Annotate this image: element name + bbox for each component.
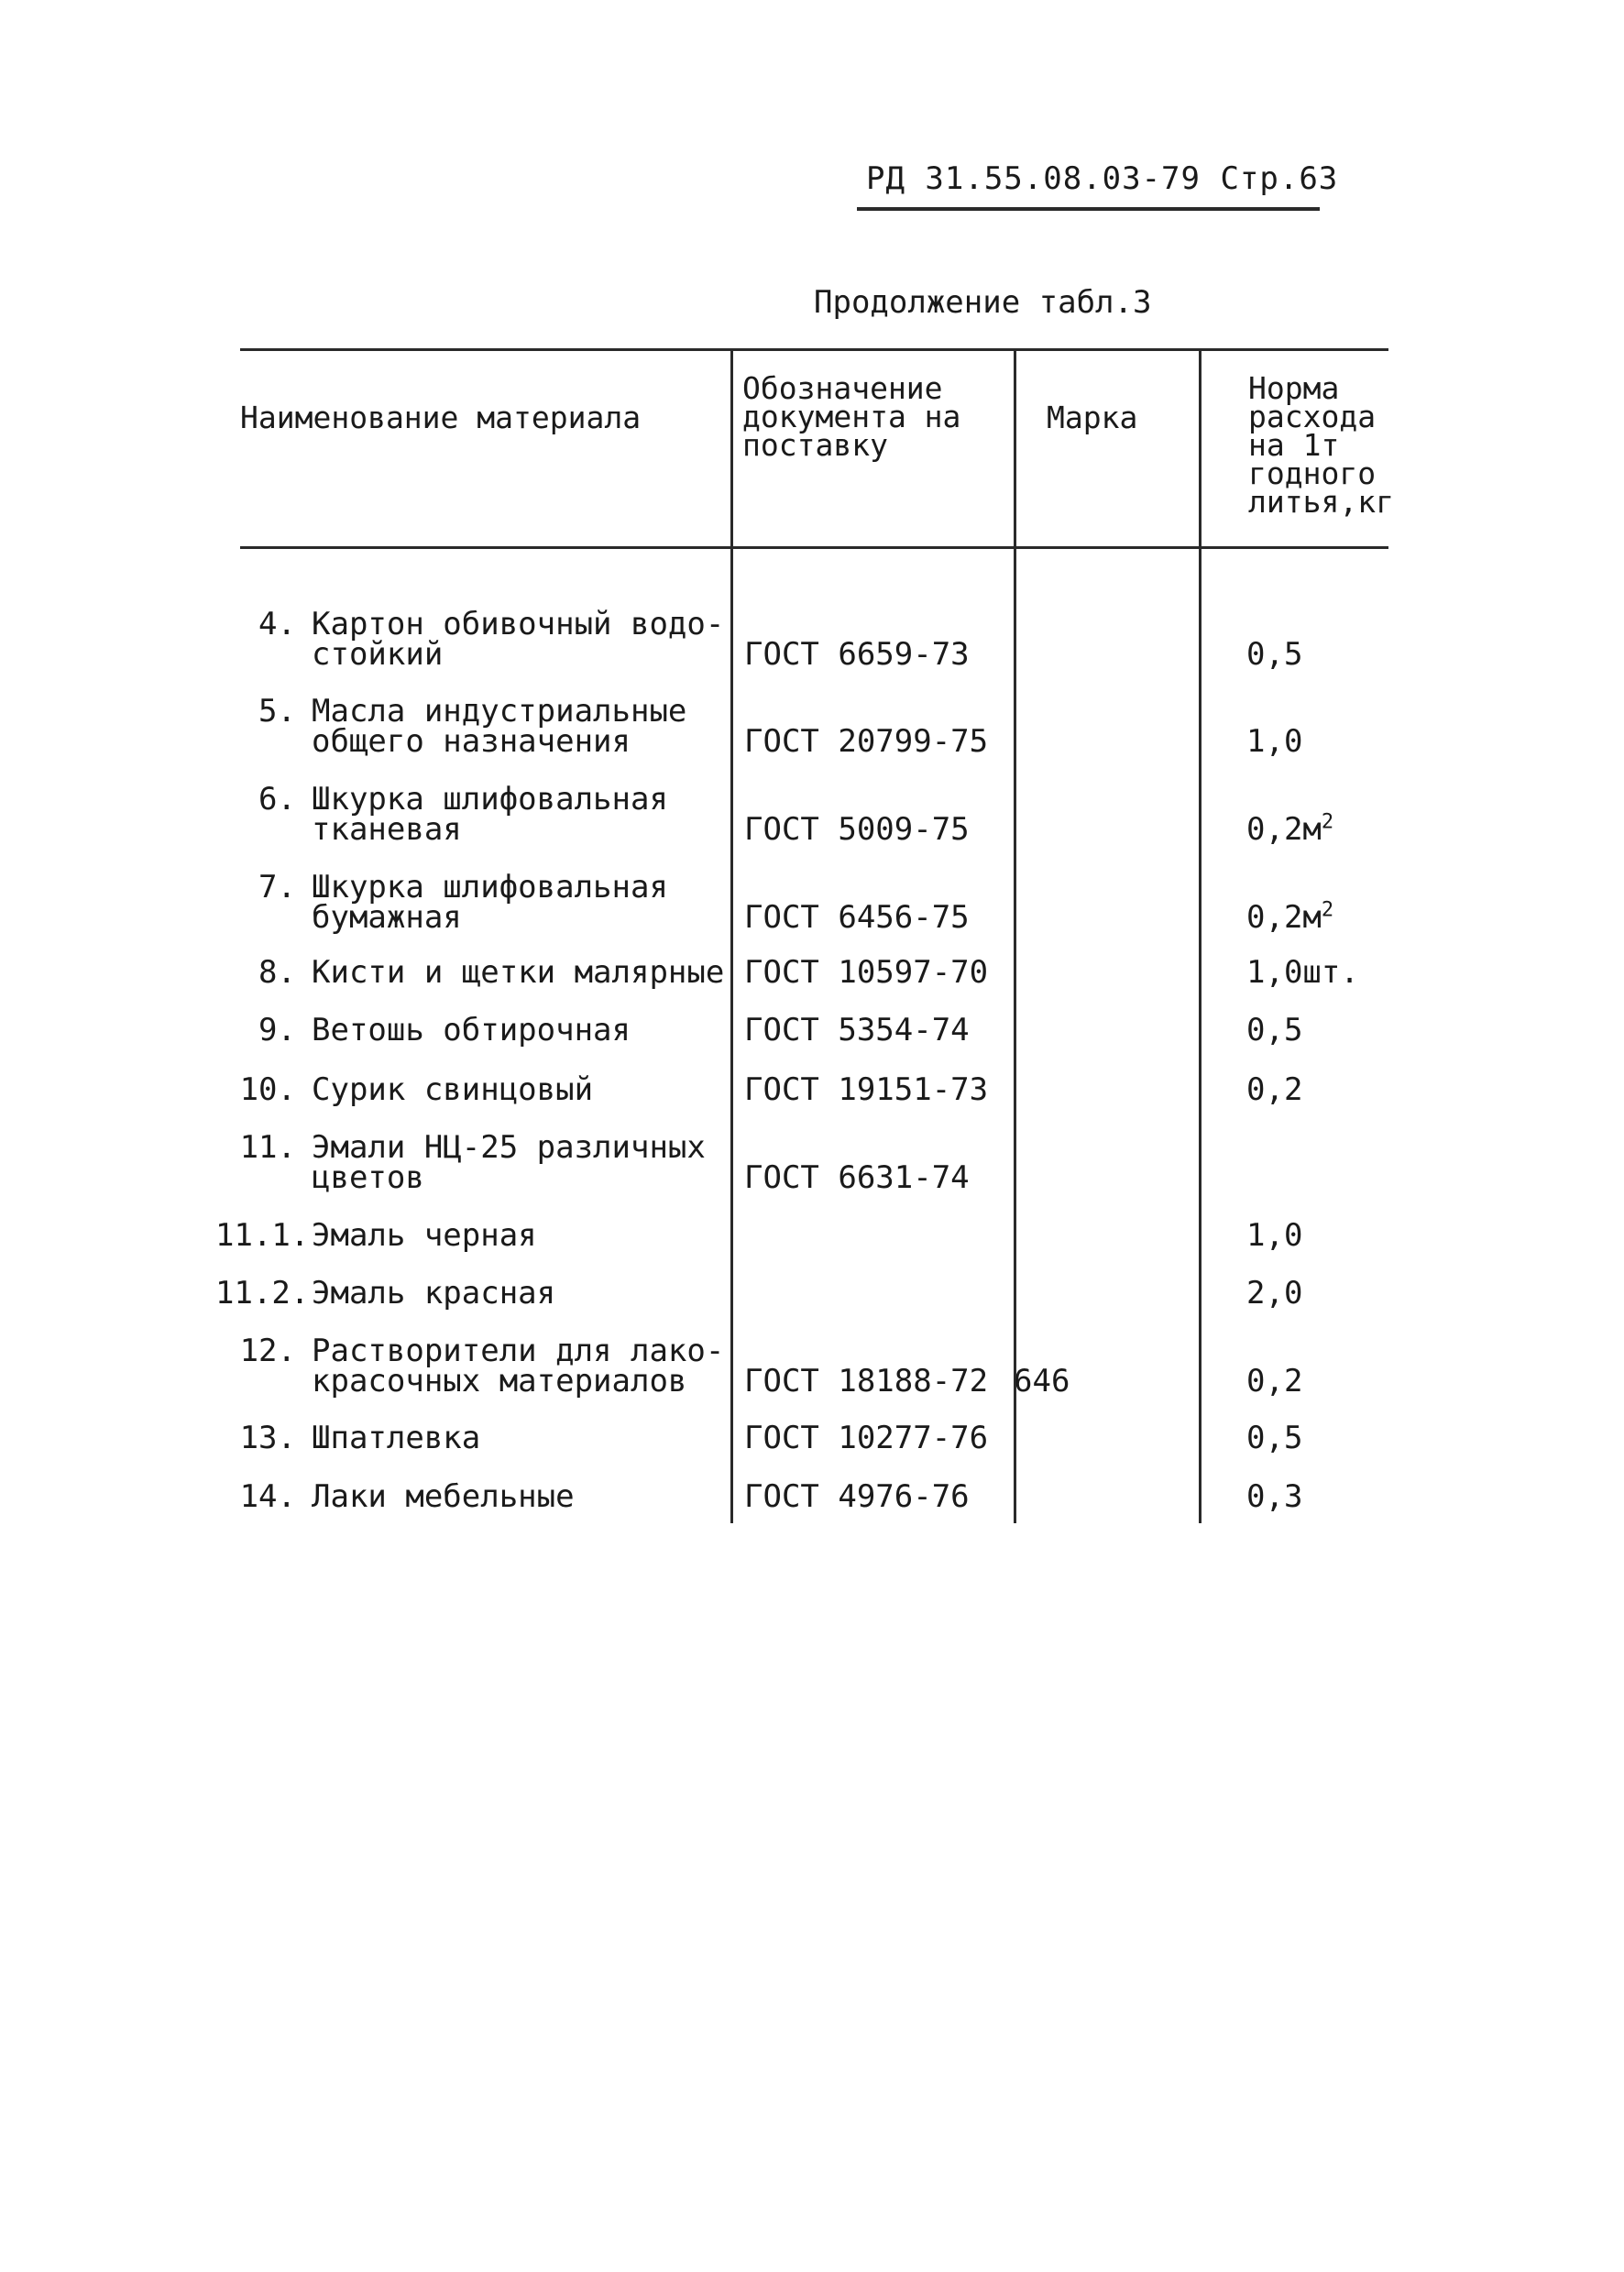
material-name-line: цветов	[312, 1159, 424, 1196]
material-name-line: Кисти и щетки малярные	[312, 954, 725, 991]
norm-cell: 0,5	[1246, 636, 1303, 673]
row-number: 11.	[239, 1129, 296, 1166]
material-name-line: Растворители для лако-	[312, 1333, 725, 1369]
header-norm: Норма расхода на 1т годного литья,кг	[1248, 370, 1394, 520]
norm-cell: $0,2м^2$	[1246, 810, 1334, 848]
row-number: 8.	[258, 954, 296, 991]
norm-superscript: 2	[1321, 810, 1334, 834]
mark-cell: 646	[1014, 1363, 1070, 1399]
material-name-line: Эмаль черная	[312, 1217, 537, 1254]
material-name-line: стойкий	[312, 636, 444, 673]
table-header-rule	[240, 546, 1388, 549]
row-number: 12.	[239, 1333, 296, 1369]
norm-cell: 0,5	[1246, 1420, 1303, 1456]
document-cell: ГОСТ 6659-73	[744, 636, 970, 673]
document-cell: ГОСТ 6631-74	[744, 1159, 970, 1196]
norm-cell: 0,3	[1246, 1478, 1303, 1515]
norm-cell: $0,2м^2$	[1246, 898, 1334, 936]
row-number: 11.2.	[215, 1275, 310, 1312]
row-number: 5.	[258, 693, 296, 730]
norm-cell: 0,2	[1246, 1071, 1303, 1108]
norm-cell: 1,0шт.	[1246, 954, 1359, 991]
row-number: 10.	[239, 1071, 296, 1108]
material-name-line: тканевая	[312, 811, 462, 848]
material-name-line: красочных материалов	[312, 1363, 687, 1399]
material-name-line: Масла индустриальные	[312, 693, 687, 730]
column-divider-2	[1014, 348, 1016, 1523]
norm-cell: 1,0	[1246, 723, 1303, 760]
column-divider-3	[1199, 348, 1202, 1523]
row-number: 9.	[258, 1012, 296, 1048]
document-cell: ГОСТ 10277-76	[744, 1420, 989, 1456]
material-name-line: бумажная	[312, 899, 462, 936]
column-divider-1	[730, 348, 733, 1523]
material-name-line: Ветошь обтирочная	[312, 1012, 631, 1048]
document-cell: ГОСТ 19151-73	[744, 1071, 989, 1108]
norm-cell: 1,0	[1246, 1217, 1303, 1254]
material-name-line: Шкурка шлифовальная	[312, 869, 668, 906]
material-name-line: Картон обивочный водо-	[312, 606, 725, 642]
material-name-line: Шкурка шлифовальная	[312, 781, 668, 818]
norm-cell: 0,5	[1246, 1012, 1303, 1048]
row-number: 7.	[258, 869, 296, 906]
document-cell: ГОСТ 18188-72	[744, 1363, 989, 1399]
document-cell: ГОСТ 6456-75	[744, 899, 970, 936]
row-number: 14.	[239, 1478, 296, 1515]
document-code-underline	[857, 207, 1320, 211]
material-name-line: Эмаль красная	[312, 1275, 556, 1312]
document-code: РД 31.55.08.03-79 Стр.63	[866, 160, 1339, 197]
material-name-line: Шпатлевка	[312, 1420, 481, 1456]
header-mark: Марка	[1047, 400, 1138, 435]
table-top-rule	[240, 348, 1388, 351]
norm-cell: 2,0	[1246, 1275, 1303, 1312]
row-number: 6.	[258, 781, 296, 818]
document-cell: ГОСТ 20799-75	[744, 723, 989, 760]
row-number: 13.	[239, 1420, 296, 1456]
document-cell: ГОСТ 4976-76	[744, 1478, 970, 1515]
table-caption: Продолжение табл.3	[814, 284, 1152, 321]
row-number: 4.	[258, 606, 296, 642]
document-cell: ГОСТ 10597-70	[744, 954, 989, 991]
norm-cell: 0,2	[1246, 1363, 1303, 1399]
document-cell: ГОСТ 5009-75	[744, 811, 970, 848]
material-name-line: Сурик свинцовый	[312, 1071, 594, 1108]
header-document: Обозначение документа на поставку	[742, 370, 961, 463]
material-name-line: Эмали НЦ-25 различных	[312, 1129, 706, 1166]
material-name-line: Лаки мебельные	[312, 1478, 575, 1515]
document-cell: ГОСТ 5354-74	[744, 1012, 970, 1048]
header-material-name: Наименование материала	[240, 400, 642, 435]
norm-superscript: 2	[1321, 898, 1334, 922]
material-name-line: общего назначения	[312, 723, 631, 760]
row-number: 11.1.	[215, 1217, 310, 1254]
